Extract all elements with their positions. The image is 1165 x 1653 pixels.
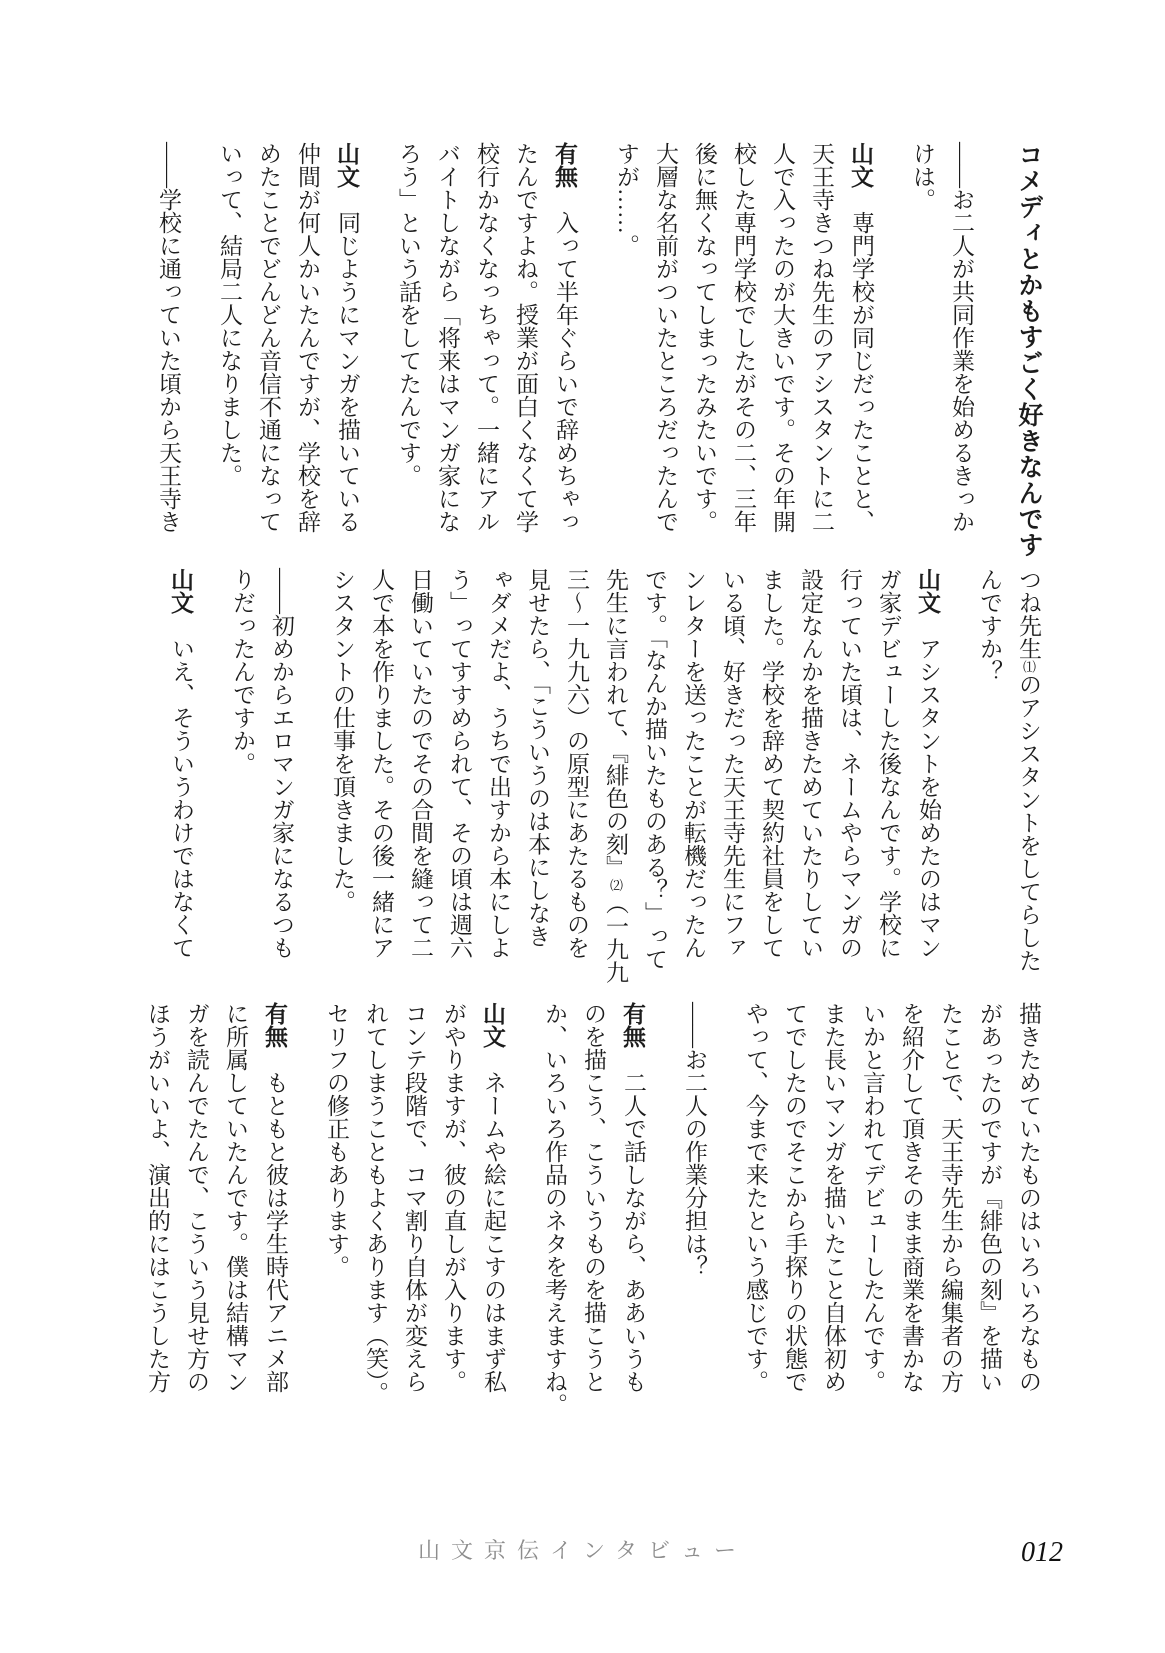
speaker-answer-column [327, 142, 367, 535]
text-column [763, 142, 802, 535]
interviewer-question-column [675, 1002, 714, 1422]
column-text: 校行かなくなっちゃって。一緒にアル [474, 142, 499, 533]
column-text: たんですよね。授業が面白くなくて学 [513, 142, 538, 533]
text-column [791, 568, 830, 988]
column-text: 専門学校が同じだったことと、 [849, 188, 874, 533]
section-headline [1009, 142, 1048, 558]
text-column [607, 142, 646, 535]
speaker-answer-column [545, 142, 585, 535]
text-column [249, 142, 288, 535]
column-text: 二人で話しながら、ああいうも [621, 1048, 646, 1393]
column-text: 設定なんかを描きためていたりしてい [798, 568, 823, 959]
speaker-name: 山文 [168, 568, 194, 614]
column-text: 描きためていたものはいろいろなもの [1016, 1002, 1041, 1393]
interviewer-question-column [262, 568, 301, 988]
column-text: アシスタントを始めたのはマン [916, 614, 941, 959]
column-text: 三〜一九九六）の原型にあたるものを [564, 568, 589, 959]
column-text: です。「なんか描いたものある？」って [642, 568, 667, 971]
text-column [853, 1002, 892, 1422]
column-text: けは。 [910, 142, 935, 211]
text-column [557, 568, 596, 988]
column-text: めたことでどんどん音信不通になって [256, 142, 281, 533]
speaker-answer-column [841, 142, 881, 535]
text-column [736, 1002, 775, 1422]
column-text: 人で入ったのが大きいです。その年開 [770, 142, 795, 533]
text-column [802, 142, 841, 535]
text-band-top [149, 142, 1048, 558]
column-text: ガを読んでたんで、こういう見せ方の [184, 1002, 209, 1393]
text-column [674, 568, 713, 988]
text-column [869, 568, 908, 988]
speaker-name: 山文 [334, 142, 360, 188]
column-text: ――学校に通っていた頃から天王寺き [156, 142, 181, 533]
column-text: 入って半年ぐらいで辞めちゃっ [553, 188, 578, 533]
column-text: ガ家デビューした後なんです。学校に [876, 568, 901, 959]
column-text: 見せたら、「こういうのは本にしなき [525, 568, 550, 948]
interview-body [60, 142, 1048, 1422]
text-column [931, 1002, 970, 1422]
text-column [574, 1002, 613, 1422]
column-text: 人で本を作りました。その後一緒にア [369, 568, 394, 959]
text-column [830, 568, 869, 988]
text-band-bottom [138, 1002, 1048, 1422]
text-column [323, 568, 362, 988]
text-column [752, 568, 791, 988]
text-column [467, 142, 506, 535]
interviewer-question-column [149, 142, 188, 535]
column-text: 校した専門学校でしたがその二、三年 [731, 142, 756, 533]
column-text: 後に無くなってしまったみたいです。 [692, 142, 717, 533]
text-column [210, 142, 249, 535]
running-footer-title: 山文京伝インタビュー [417, 1538, 748, 1563]
column-text: コンテ段階で、コマ割り自体が変えら [402, 1002, 427, 1393]
speaker-answer-column [473, 1002, 513, 1422]
column-text: に所属していたんです。僕は結構マン [223, 1002, 248, 1393]
column-text: やって、今まで来たという感じです。 [743, 1002, 768, 1393]
column-text: 仲間が何人かいたんですが、学校を辞 [295, 142, 320, 533]
column-text: セリフの修正もあります。 [324, 1002, 349, 1278]
text-column [713, 568, 752, 988]
column-text: ――初めからエロマンガ家になるつも [269, 568, 294, 959]
text-column [685, 142, 724, 535]
column-text: バイトしながら「将来はマンガ家にな [435, 142, 460, 533]
speaker-answer-column [255, 1002, 295, 1422]
text-column [216, 1002, 255, 1422]
reference-note-marker: ⑵ [608, 878, 623, 892]
text-column [775, 1002, 814, 1422]
text-column [317, 1002, 356, 1422]
column-text: つね先生 [1016, 568, 1041, 660]
column-text: ほうがいいよ、演出的にはこうした方 [145, 1002, 170, 1393]
interviewer-question-column [942, 142, 981, 535]
column-text: もともと彼は学生時代アニメ部 [263, 1048, 288, 1393]
text-column [506, 142, 545, 535]
text-column [892, 1002, 931, 1422]
column-text: てでしたのでそこから手探りの状態で [782, 1002, 807, 1393]
column-text: また長いマンガを描いたこと自体初め [821, 1002, 846, 1393]
column-text: 大層な名前がついたところだったんで [653, 142, 678, 533]
text-column [596, 568, 635, 988]
text-column [479, 568, 518, 988]
column-text: がやりますが、彼の直しが入ります。 [441, 1002, 466, 1393]
column-text: いえ、そういうわけではなくて [169, 614, 194, 959]
column-text: いる頃、好きだった天王寺先生にファ [720, 568, 745, 959]
column-text: ろう」という話をしてたんです。 [396, 142, 421, 487]
column-text: いかと言われてデビューしたんです。 [860, 1002, 885, 1393]
speaker-name: 有無 [552, 142, 578, 188]
column-text: 行っていた頃は、ネームやらマンガの [837, 568, 862, 959]
text-column [440, 568, 479, 988]
column-text: 同じようにマンガを描いている [335, 188, 360, 533]
speaker-name: 山文 [480, 1002, 506, 1048]
text-column [362, 568, 401, 988]
speaker-name: 山文 [915, 568, 941, 614]
column-text: 日働いていたのでその合間を縫って二 [408, 568, 433, 959]
text-column [1009, 568, 1048, 988]
column-text: コメディとかもすごく好きなんです [1015, 142, 1043, 558]
column-text: りだったんですか。 [230, 568, 255, 775]
text-column [903, 142, 942, 535]
text-column [138, 1002, 177, 1422]
text-column [401, 568, 440, 988]
text-column [724, 142, 763, 535]
speaker-name: 有無 [262, 1002, 288, 1048]
text-column [395, 1002, 434, 1422]
text-column [223, 568, 262, 988]
text-column [970, 1002, 1009, 1422]
column-text: ネームや絵に起こすのはまず私 [481, 1048, 506, 1393]
speaker-answer-column [908, 568, 948, 988]
text-column [389, 142, 428, 535]
column-text: んですか？ [977, 568, 1002, 683]
text-column [814, 1002, 853, 1422]
column-text: シスタントの仕事を頂きました。 [330, 568, 355, 913]
column-text: ました。学校を辞めて契約社員をして [759, 568, 784, 959]
text-column [428, 142, 467, 535]
column-text: ンレターを送ったことが転機だったん [681, 568, 706, 959]
column-text: 先生に言われて、『緋色の刻』 [603, 568, 628, 879]
column-text: ――お二人の作業分担は？ [682, 1002, 707, 1278]
text-column [646, 142, 685, 535]
column-text: すが……。 [614, 142, 639, 257]
speaker-answer-column [161, 568, 201, 988]
column-text: があったのですが『緋色の刻』を描い [977, 1002, 1002, 1393]
column-text: か、いろいろ作品のネタを考えますね。 [542, 1002, 567, 1416]
text-band-middle [161, 568, 1048, 988]
column-text: う」ってすすめられて、その頃は週六 [447, 568, 472, 959]
text-column [1009, 1002, 1048, 1422]
column-text: のを描こう、こういうものを描こうと [581, 1002, 606, 1393]
text-column [356, 1002, 395, 1422]
text-column [635, 568, 674, 988]
column-text: ゃダメだよ、うちで出すから本にしよ [486, 568, 511, 959]
text-column [970, 568, 1009, 988]
column-text: ――お二人が共同作業を始めるきっか [949, 142, 974, 533]
column-text: 天王寺きつね先生のアシスタントに二 [809, 142, 834, 533]
page-number: 012 [1021, 1537, 1063, 1568]
text-column [177, 1002, 216, 1422]
text-column [434, 1002, 473, 1422]
column-text: （一九九 [603, 891, 628, 984]
reference-note-marker: ⑴ [1021, 660, 1036, 673]
speaker-name: 有無 [620, 1002, 646, 1048]
column-text: のアシスタントをしてらした [1016, 673, 1041, 972]
speaker-answer-column [613, 1002, 653, 1422]
column-text: たことで、天王寺先生から編集者の方 [938, 1002, 963, 1393]
column-text: れてしまうこともよくあります（笑）。 [363, 1002, 388, 1405]
speaker-name: 山文 [848, 142, 874, 188]
text-column [518, 568, 557, 988]
column-text: いって、結局二人になりました。 [217, 142, 242, 487]
text-column [288, 142, 327, 535]
column-text: を紹介して頂きそのまま商業を書かな [899, 1002, 924, 1393]
text-column [535, 1002, 574, 1422]
